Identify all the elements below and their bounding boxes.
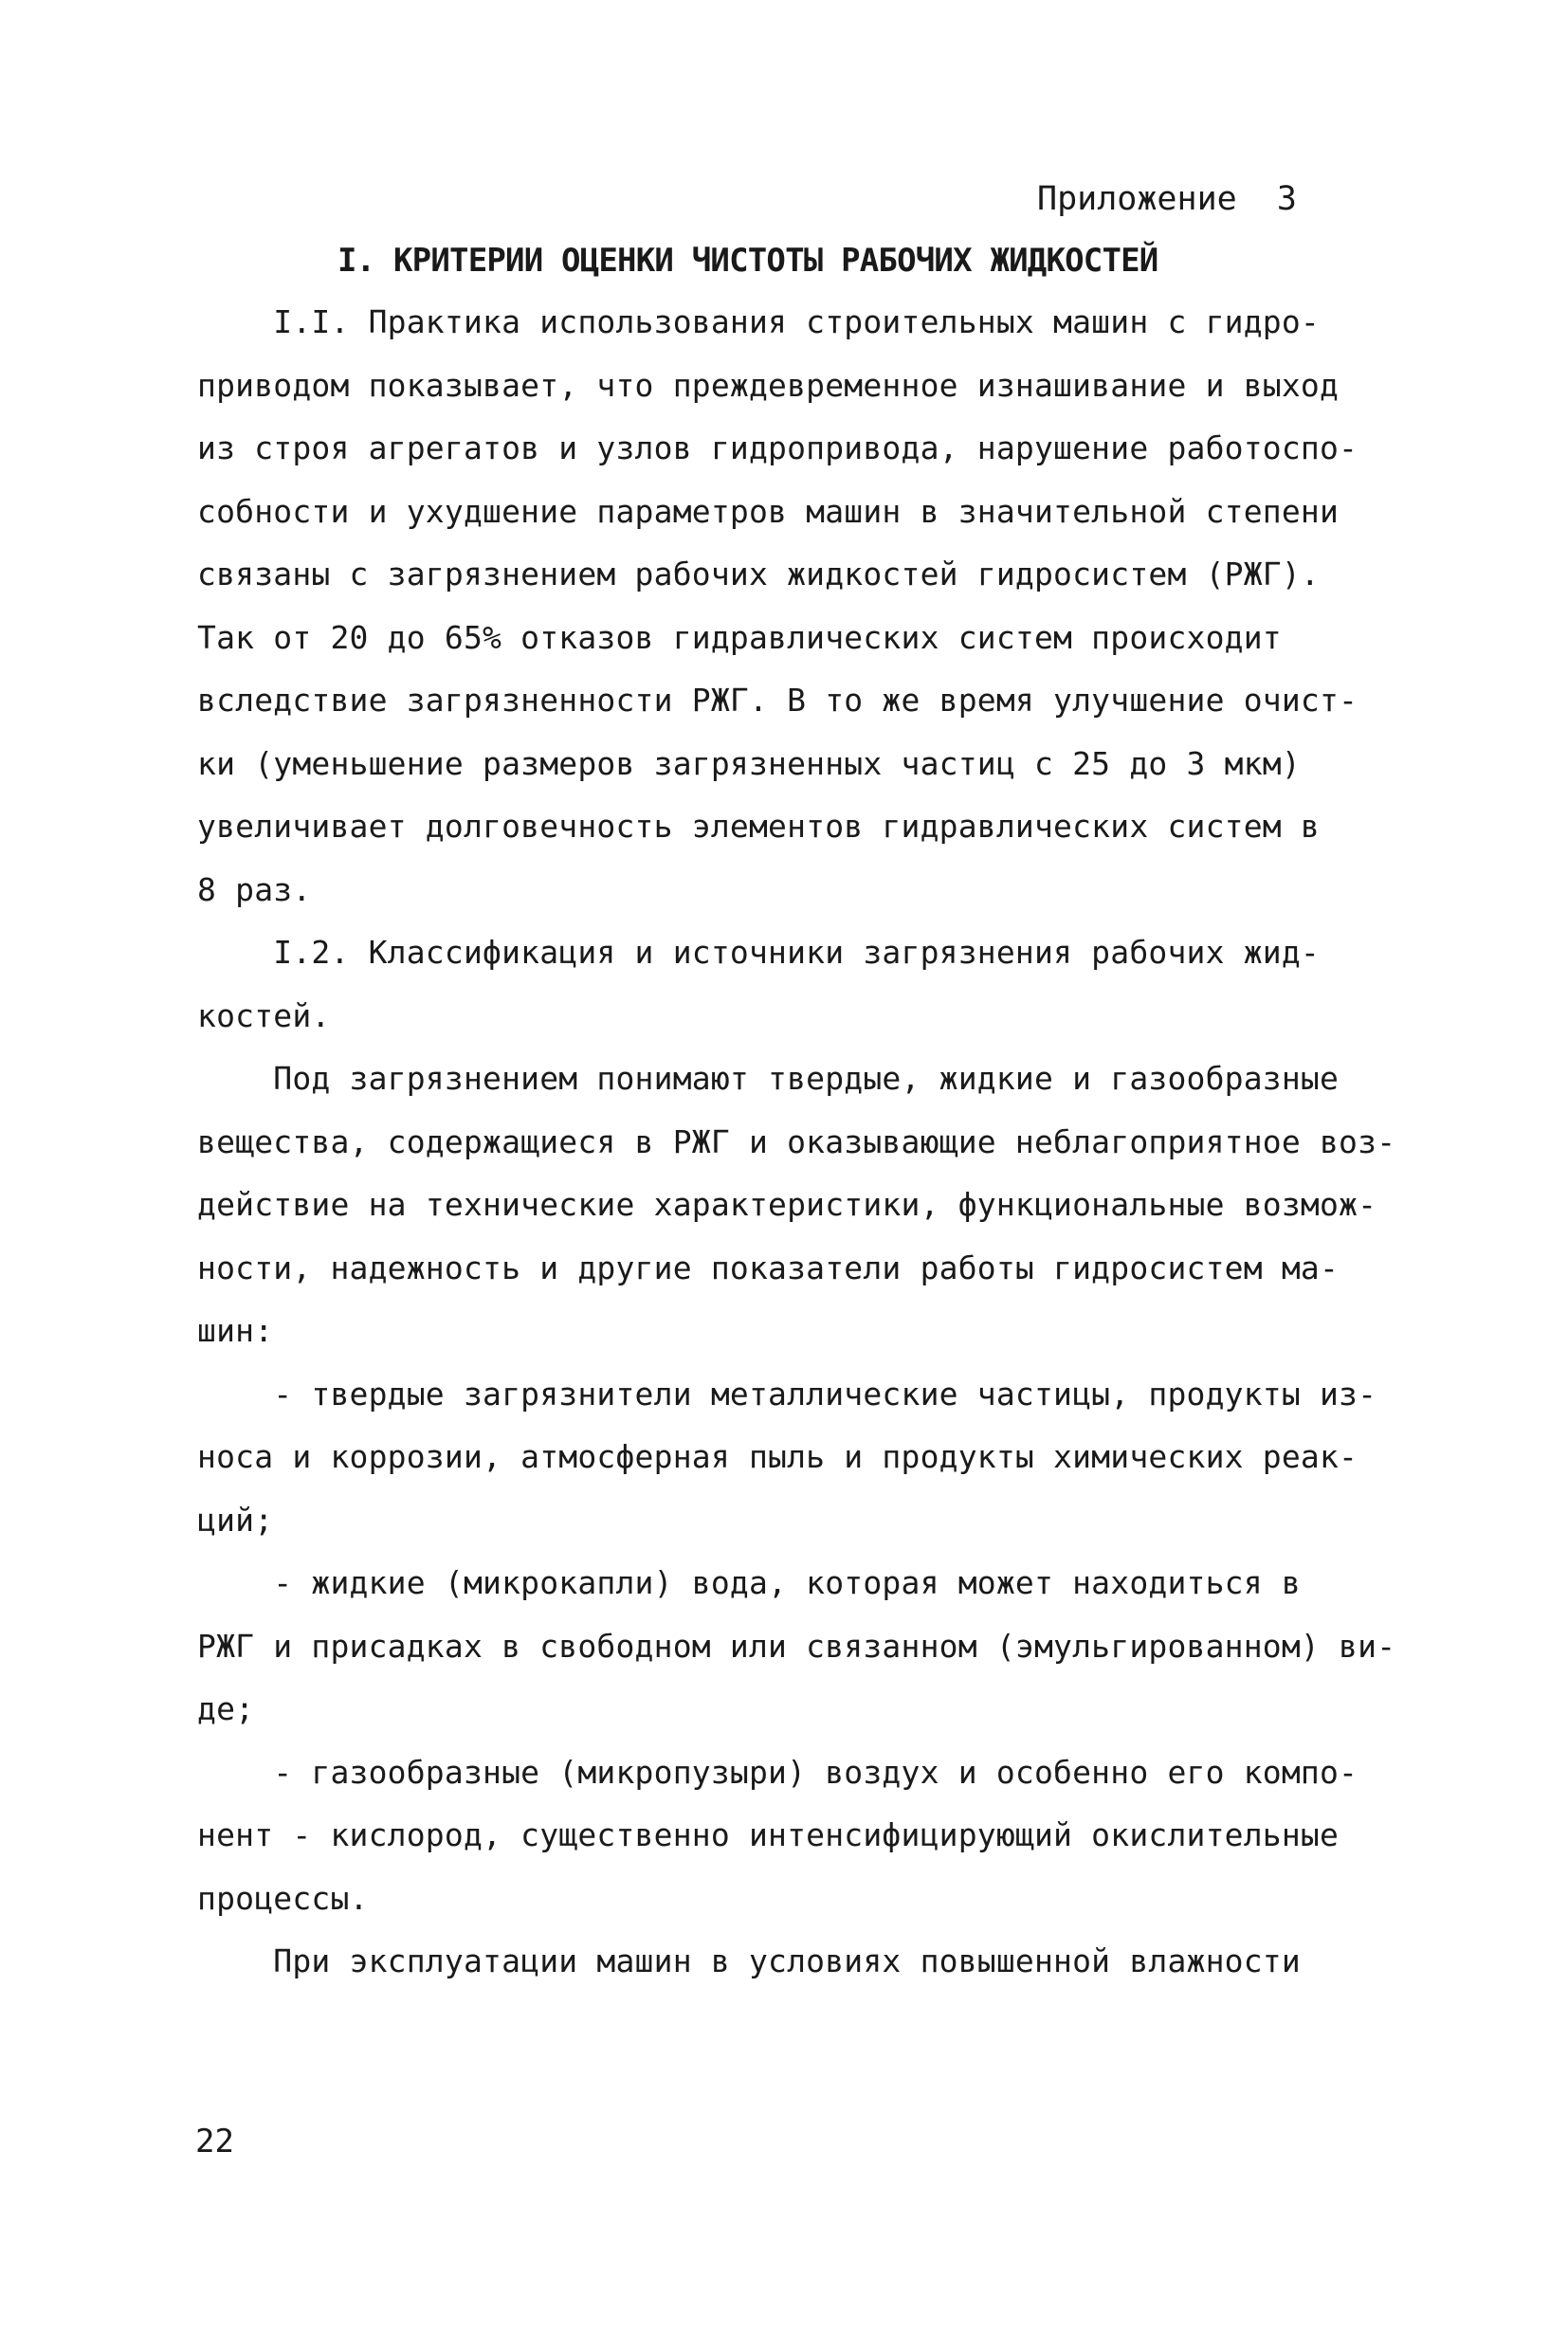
paragraph-line: I.2. Классификация и источники загрязнения рабочих жид- [197, 934, 1320, 971]
paragraph-line: 8 раз. [197, 871, 312, 908]
list-item-line: - жидкие (микрокапли) вода, которая может находиться в [197, 1564, 1301, 1601]
paragraph-line: связаны с загрязнением рабочих жидкостей гидросистем (РЖГ). [197, 556, 1320, 593]
paragraph-line: ки (уменьшение размеров загрязненных частиц с 25 до 3 мкм) [197, 745, 1301, 782]
appendix-label: Приложение 3 [1037, 180, 1297, 218]
list-item-line: - газообразные (микропузыри) воздух и особенно его компо- [197, 1754, 1358, 1791]
paragraph-line: При эксплуатации машин в условиях повышенной влажности [197, 1942, 1301, 1979]
paragraph-line: из строя агрегатов и узлов гидропривода, нарушение работоспо- [197, 429, 1358, 466]
paragraph-line: ности, надежность и другие показатели работы гидросистем ма- [197, 1249, 1340, 1286]
list-item-line: ций; [197, 1502, 274, 1539]
paragraph-line: I.I. Практика использования строительных машин с гидро- [197, 303, 1320, 340]
paragraph-line: костей. [197, 997, 331, 1034]
paragraph-line: Так от 20 до 65% отказов гидравлических систем происходит [197, 619, 1282, 656]
paragraph-line: собности и ухудшение параметров машин в значительной степени [197, 493, 1340, 530]
list-item-line: процессы. [197, 1880, 369, 1917]
paragraph-line: увеличивает долговечность элементов гидравлических систем в [197, 808, 1320, 845]
paragraph-line: действие на технические характеристики, функциональные возмож- [197, 1186, 1377, 1223]
list-item-line: - твердые загрязнители металлические частицы, продукты из- [197, 1376, 1377, 1413]
section-title: I. КРИТЕРИИ ОЦЕНКИ ЧИСТОТЫ РАБОЧИХ ЖИДКОСТЕЙ [337, 242, 1158, 280]
list-item-line: носа и коррозии, атмосферная пыль и продукты химических реак- [197, 1438, 1358, 1475]
paragraph-line: вещества, содержащиеся в РЖГ и оказывающие неблагоприятное воз- [197, 1123, 1396, 1160]
list-item-line: де; [197, 1690, 255, 1727]
paragraph-line: приводом показывает, что преждевременное изнашивание и выход [197, 367, 1340, 404]
paragraph-line: вследствие загрязненности РЖГ. В то же время улучшение очист- [197, 682, 1358, 719]
paragraph-line: Под загрязнением понимают твердые, жидкие и газообразные [197, 1060, 1340, 1097]
page-number: 22 [195, 2123, 234, 2161]
list-item-line: нент - кислород, существенно интенсифицирующий окислительные [197, 1816, 1340, 1853]
paragraph-line: шин: [197, 1312, 274, 1349]
list-item-line: РЖГ и присадках в свободном или связанном (эмульгированном) ви- [197, 1628, 1396, 1665]
